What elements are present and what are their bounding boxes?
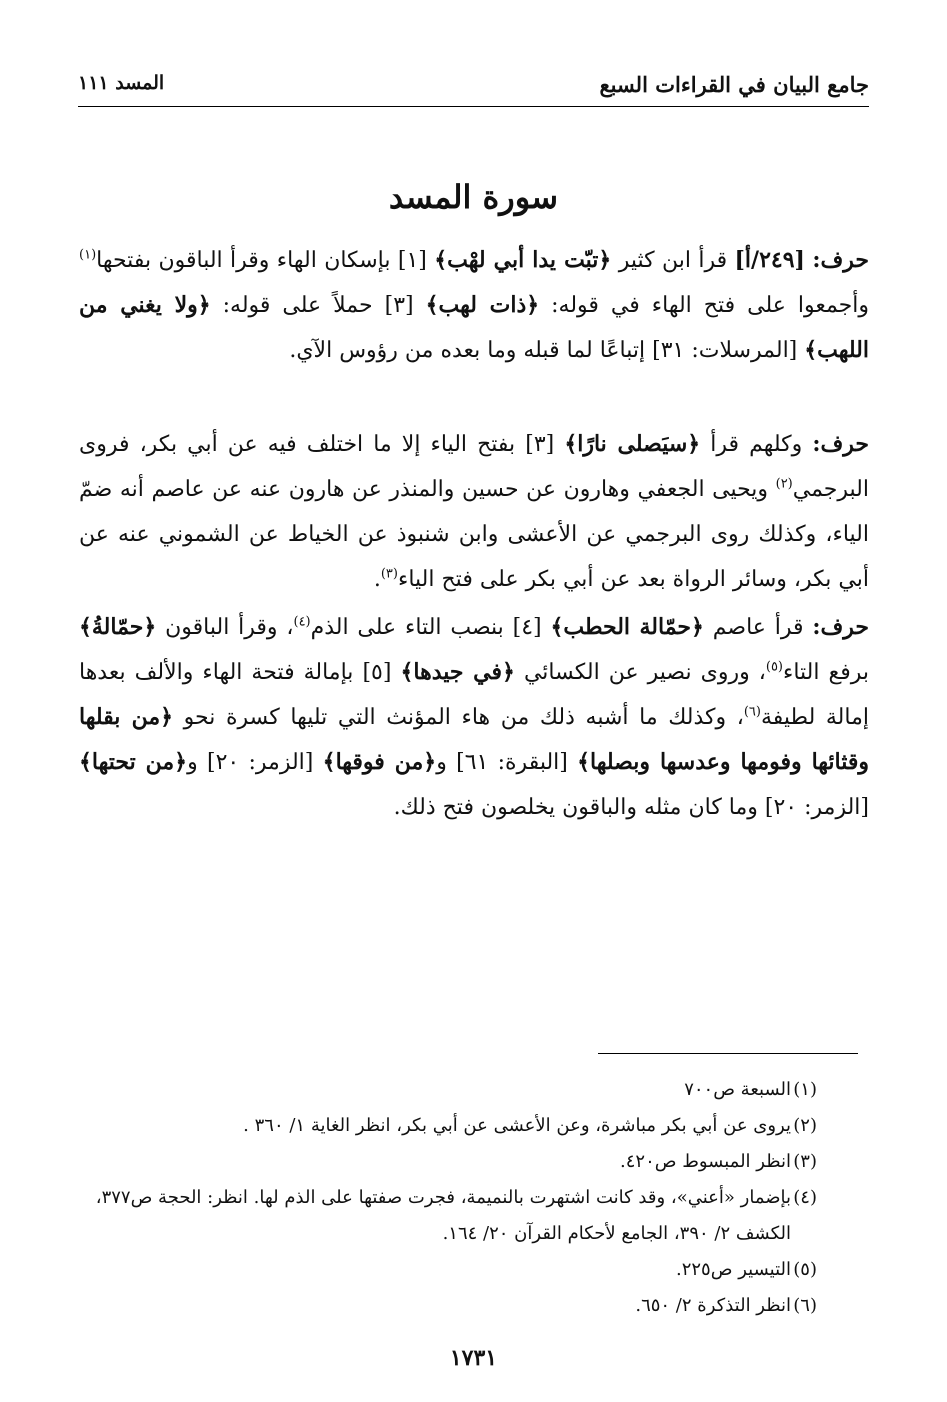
- footnote-text: انظر المبسوط ص٤٢٠.: [620, 1151, 791, 1172]
- footnote-number: (٣): [793, 1151, 817, 1172]
- footnote-number: (٢): [793, 1115, 817, 1136]
- text-run: [المرسلات: ٣١] إتباعًا لما قبله وما بعده من رؤوس الآي.: [289, 338, 805, 363]
- footnote-text: يروى عن أبي بكر مباشرة، وعن الأعشى عن أبي بكر، انظر الغاية ١/ ٣٦٠ .: [243, 1115, 791, 1136]
- quran-quote: ﴿من تحتها﴾: [79, 749, 188, 775]
- footnote-item: [75, 1180, 817, 1252]
- footnote-ref: (٤): [293, 614, 311, 630]
- text-run: قرأ عاصم: [703, 615, 813, 640]
- footnote-divider: [598, 1053, 858, 1054]
- footnote-ref: (٦): [743, 704, 761, 720]
- quran-quote: ﴿ولا يغني من اللهب﴾: [79, 292, 869, 363]
- entry-label: حرف:: [812, 431, 869, 457]
- footnote-number: (١): [793, 1079, 817, 1100]
- text-run: [الزمر: ٢٠] و: [187, 750, 323, 775]
- footnote-ref: (٣): [380, 566, 398, 582]
- running-head: المسد ١١١: [78, 72, 165, 94]
- text-run: وكلهم قرأ: [700, 432, 813, 457]
- text-run: قرأ ابن كثير: [611, 248, 735, 273]
- quran-quote: ﴿تبّت يدا أبي لهْب﴾: [434, 247, 612, 273]
- quran-quote: ﴿من بقلها وقثائها وفومها وعدسها وبصلها﴾: [79, 704, 870, 775]
- footnote-item: [75, 1288, 817, 1324]
- footnote-text: التيسير ص٢٢٥.: [675, 1259, 791, 1280]
- quran-quote: ﴿من فوقها﴾: [322, 749, 437, 775]
- surah-title: سورة المسد: [388, 178, 559, 216]
- footnote-ref: (٥): [765, 659, 783, 675]
- text-run: [الزمر: ٢٠] وما كان مثله والباقون يخلصون فتح ذلك.: [393, 795, 869, 820]
- entry-label: حرف:: [812, 247, 869, 273]
- footnote-text: بإضمار «أعني»، وقد كانت اشتهرت بالنميمة، فجرت صفتها على الذم لها. انظر: الحجة ص٣٧٧، الكشف ٢/ ٣٩٠، الجامع لأحكام القرآن ٢٠/ ١٦٤.: [95, 1187, 791, 1244]
- text-run: [٥] بإمالة فتحة الهاء والألف بعدها إمالة لطيفة: [79, 660, 869, 730]
- book-title: جامع البيان في القراءات السبع: [599, 72, 869, 97]
- quran-quote: ﴿في جيدها﴾: [400, 659, 515, 685]
- page-number: ١٧٣١: [449, 1345, 498, 1371]
- text-run: [٣] حملاً على قوله:: [210, 293, 426, 318]
- footnotes: [75, 1072, 817, 1324]
- footnote-number: (٥): [793, 1259, 817, 1280]
- quran-quote: ﴿حمّالةُ﴾: [79, 614, 157, 640]
- text-run: [١] بإسكان الهاء وقرأ الباقون بفتحها: [96, 248, 435, 273]
- footnote-item: [75, 1252, 817, 1288]
- text-run: .: [373, 567, 381, 592]
- footnote-ref: (١): [79, 247, 97, 263]
- footnote-item: [75, 1072, 817, 1108]
- text-run: [٤] بنصب التاء على الذم: [310, 615, 551, 640]
- text-run: وأجمعوا على فتح الهاء في قوله:: [539, 293, 870, 318]
- footnote-item: [75, 1108, 817, 1144]
- text-run: برفع التاء: [783, 660, 870, 685]
- entry-label: حرف:: [812, 614, 869, 640]
- paragraph-2: [79, 422, 869, 602]
- footnote-text: السبعة ص٧٠٠: [684, 1079, 791, 1100]
- quran-quote: ﴿ذات لهب﴾: [425, 292, 540, 318]
- footnote-number: (٦): [793, 1295, 817, 1316]
- text-run: ، وروى نصير عن الكسائي: [514, 660, 766, 685]
- text-run: [البقرة: ٦١] و: [436, 750, 578, 775]
- quran-quote: [٢٤٩/أ]: [734, 247, 805, 273]
- quran-quote: ﴿حمّالة الحطب﴾: [550, 614, 704, 640]
- page-header: [78, 72, 869, 102]
- footnote-number: (٤): [793, 1187, 817, 1208]
- header-divider: [78, 106, 869, 107]
- text-run: ويحيى الجعفي وهارون عن حسين والمنذر عن هارون عنه عن عاصم أنه ضمّ الياء، وكذلك روى البرجمي عن الأعشى وابن شنبوذ عن الخياط عن الشموني عنه عن أبي بكر، وسائر الرواة بعد عن أبي بكر على فتح الياء: [79, 477, 869, 592]
- text-run: ، وكذلك ما أشبه ذلك من هاء المؤنث التي تليها كسرة نحو: [173, 705, 744, 730]
- paragraph-1: [79, 238, 869, 373]
- footnote-item: [75, 1144, 817, 1180]
- text-run: ، وقرأ الباقون: [156, 615, 294, 640]
- paragraph-3: [79, 605, 869, 830]
- footnote-ref: (٢): [775, 476, 793, 492]
- quran-quote: ﴿سيَصلى نارًا﴾: [564, 431, 701, 457]
- text-run: [٣] بفتح الياء إلا ما اختلف فيه عن أبي بكر، فروى البرجمي: [79, 432, 869, 502]
- footnote-text: انظر التذكرة ٢/ ٦٥٠.: [635, 1295, 791, 1316]
